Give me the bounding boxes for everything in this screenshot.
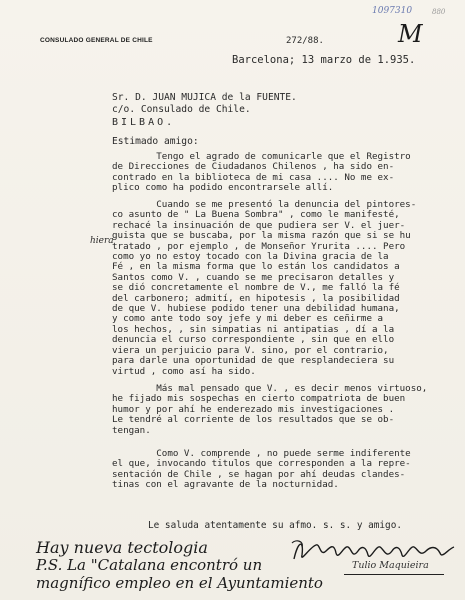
- paragraph-line: Como V. comprende , no puede serme indiferente: [112, 448, 411, 459]
- paragraph-line: viera un perjuicio para V. sino, por el contrario,: [112, 344, 389, 356]
- paragraph-line: plico como ha podido encontrarsele allí.: [112, 182, 334, 194]
- paragraph-line: de que V. hubiese podido tener una debilidad humana,: [112, 303, 400, 315]
- addressee-name: Sr. D. JUAN MUJICA de la FUENTE.: [112, 92, 297, 103]
- paragraph-line: para darle una oportunidad de que resplandeciera su: [112, 355, 395, 367]
- paragraph-line: tengan.: [112, 424, 151, 436]
- reference-number: 272/88.: [286, 36, 324, 46]
- paragraph-line: los hechos, , sin simpatias ni antipatias , dí a la: [112, 323, 395, 335]
- greeting: Estimado amigo:: [112, 136, 199, 147]
- paragraph-line: el que, invocando titulos que corresponden a la repre-: [112, 458, 411, 470]
- paragraph-line: del carbonero; admití, en hipotesis , la posibilidad: [112, 292, 400, 304]
- paragraph-line: virtud , como así ha sido.: [112, 365, 256, 377]
- paragraph-line: guista que se buscaba, por la misma razón que si se hu: [112, 230, 411, 242]
- paragraph-4: [112, 449, 432, 491]
- paragraph-line: Más mal pensado que V. , es decir menos virtuoso,: [112, 383, 428, 394]
- archive-secondary-number: 880: [432, 8, 446, 16]
- paragraph-3: [112, 384, 432, 436]
- paragraph-line: sentación de Chile , se hagan por ahí deudas clandes-: [112, 468, 406, 480]
- paragraph-line: co asunto de " La Buena Sombra" , como le manifesté,: [112, 209, 400, 221]
- addressee-city: BILBAO.: [112, 117, 176, 128]
- paragraph-line: de Direcciones de Ciudadanos Chilenos , ha sido en-: [112, 161, 395, 173]
- paragraph-line: denuncia el curso correspondiente , sin que en ello: [112, 334, 395, 346]
- paragraph-line: rechacé la insinuación de que pudiera ser V. el juer-: [112, 219, 406, 231]
- signer-name: Tulio Maquieira: [352, 560, 429, 571]
- paragraph-1: [112, 152, 432, 194]
- paragraph-line: tratado , por ejemplo , de Monseñor Yrurita .... Pero: [112, 240, 406, 252]
- paragraph-line: Cuando se me presentó la denuncia del pintores-: [112, 199, 417, 210]
- paragraph-line: Fé , en la misma forma que lo están los candidatos a: [112, 261, 400, 273]
- paragraph-line: como yo no estoy tocado con la Divina gracia de la: [112, 251, 389, 263]
- paragraph-line: Tengo el agrado de comunicarle que el Registro: [112, 151, 411, 162]
- paragraph-line: humor y por ahí he enderezado mis investigaciones .: [112, 403, 395, 415]
- margin-handwritten-note: hiera: [90, 236, 114, 246]
- handwritten-postscript-line-1: Hay nueva tectologia: [36, 538, 208, 557]
- paragraph-line: Santos como V. , cuando se me precisaron detalles y: [112, 271, 395, 283]
- paragraph-line: contrado en la biblioteca de mi casa .... No me ex-: [112, 171, 395, 183]
- paragraph-line: y como ante todo soy jefe y mi deber es ceñirme a: [112, 313, 384, 325]
- paragraph-line: tinas con el agravante de la nocturnidad.: [112, 479, 339, 491]
- paragraph-line: he fijado mis sospechas en cierto compatriota de buen: [112, 393, 406, 405]
- paragraph-2: [112, 200, 432, 377]
- archive-number: 1097310: [372, 6, 413, 16]
- handwritten-postscript-line-2: P.S. La "Catalana encontró un: [36, 556, 263, 574]
- handwritten-initials: M: [398, 20, 422, 48]
- paragraph-line: se dió concretamente el nombre de V., me falló la fé: [112, 282, 400, 294]
- addressee-care-of: c/o. Consulado de Chile.: [112, 104, 251, 115]
- closing-line: Le saluda atentamente su afmo. s. s. y amigo.: [148, 520, 402, 531]
- paragraph-line: Le tendré al corriente de los resultados que se ob-: [112, 414, 395, 426]
- handwritten-postscript-line-3: magnífico empleo en el Ayuntamiento: [36, 574, 323, 592]
- letterhead: CONSULADO GENERAL DE CHILE: [40, 37, 153, 44]
- signature-underline: [344, 574, 444, 575]
- letter-date: Barcelona; 13 marzo de 1.935.: [232, 54, 416, 66]
